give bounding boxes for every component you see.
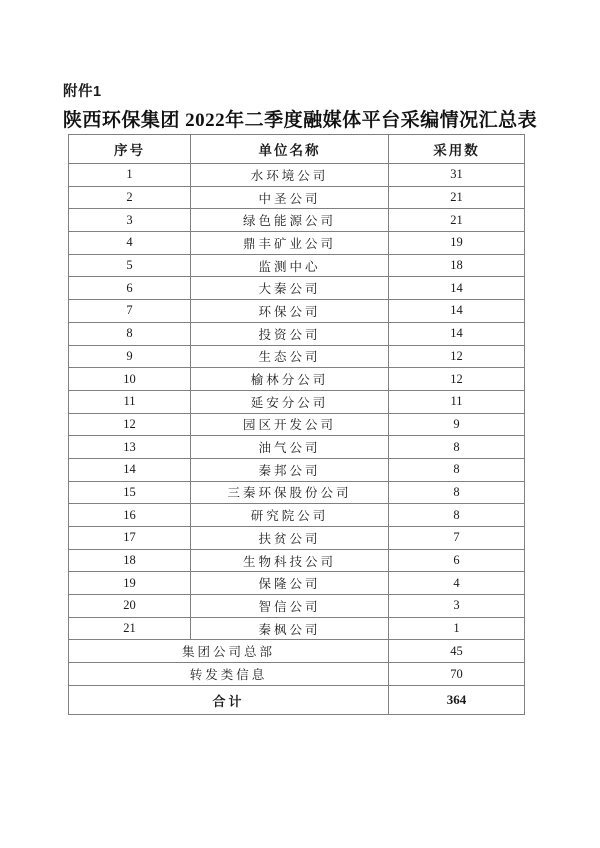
unit-name-cell: 环保公司 (191, 300, 389, 323)
table-row (69, 322, 525, 345)
row-number-cell: 14 (69, 458, 191, 481)
page-title: 陕西环保集团 2022年二季度融媒体平台采编情况汇总表 (62, 110, 538, 131)
unit-name-cell: 研究院公司 (191, 504, 389, 527)
summary-count-cell: 45 (389, 640, 525, 663)
count-cell: 18 (389, 254, 525, 277)
count-cell: 8 (389, 458, 525, 481)
unit-name-cell: 投资公司 (191, 322, 389, 345)
table-row (69, 436, 525, 459)
unit-name-cell: 生物科技公司 (191, 549, 389, 572)
row-number-cell: 10 (69, 368, 191, 391)
unit-name-cell: 油气公司 (191, 436, 389, 459)
row-number-cell: 16 (69, 504, 191, 527)
row-number-cell: 21 (69, 617, 191, 640)
row-number-cell: 1 (69, 164, 191, 187)
table-row (69, 481, 525, 504)
row-number-cell: 3 (69, 209, 191, 232)
table-row (69, 527, 525, 550)
header-unit-name: 单位名称 (191, 135, 389, 164)
row-number-cell: 5 (69, 254, 191, 277)
table-row (69, 186, 525, 209)
count-cell: 21 (389, 209, 525, 232)
count-cell: 8 (389, 436, 525, 459)
count-cell: 11 (389, 390, 525, 413)
total-label-cell: 合计 (69, 686, 389, 715)
summary-row (69, 640, 525, 663)
row-number-cell: 17 (69, 527, 191, 550)
count-cell: 8 (389, 504, 525, 527)
table-row (69, 232, 525, 255)
row-number-cell: 7 (69, 300, 191, 323)
count-cell: 3 (389, 595, 525, 618)
unit-name-cell: 保隆公司 (191, 572, 389, 595)
total-row (69, 686, 525, 715)
table-row (69, 617, 525, 640)
table-row (69, 164, 525, 187)
unit-name-cell: 中圣公司 (191, 186, 389, 209)
header-adopted-count: 采用数 (389, 135, 525, 164)
row-number-cell: 9 (69, 345, 191, 368)
table-row (69, 390, 525, 413)
unit-name-cell: 秦邦公司 (191, 458, 389, 481)
table-row (69, 368, 525, 391)
table-header-row (69, 135, 525, 164)
summary-label-cell: 集团公司总部 (69, 640, 389, 663)
unit-name-cell: 秦枫公司 (191, 617, 389, 640)
row-number-cell: 2 (69, 186, 191, 209)
row-number-cell: 4 (69, 232, 191, 255)
table-row (69, 549, 525, 572)
count-cell: 14 (389, 277, 525, 300)
total-count-cell: 364 (389, 686, 525, 715)
count-cell: 12 (389, 368, 525, 391)
row-number-cell: 20 (69, 595, 191, 618)
summary-count-cell: 70 (389, 663, 525, 686)
table-row (69, 572, 525, 595)
row-number-cell: 8 (69, 322, 191, 345)
row-number-cell: 18 (69, 549, 191, 572)
table-row (69, 300, 525, 323)
count-cell: 7 (389, 527, 525, 550)
count-cell: 19 (389, 232, 525, 255)
row-number-cell: 15 (69, 481, 191, 504)
unit-name-cell: 智信公司 (191, 595, 389, 618)
summary-row (69, 663, 525, 686)
table-row (69, 254, 525, 277)
table-row (69, 595, 525, 618)
unit-name-cell: 园区开发公司 (191, 413, 389, 436)
count-cell: 14 (389, 322, 525, 345)
summary-label-cell: 转发类信息 (69, 663, 389, 686)
table-row (69, 277, 525, 300)
unit-name-cell: 水环境公司 (191, 164, 389, 187)
unit-name-cell: 生态公司 (191, 345, 389, 368)
unit-name-cell: 监测中心 (191, 254, 389, 277)
unit-name-cell: 大秦公司 (191, 277, 389, 300)
count-cell: 6 (389, 549, 525, 572)
unit-name-cell: 鼎丰矿业公司 (191, 232, 389, 255)
unit-name-cell: 扶贫公司 (191, 527, 389, 550)
row-number-cell: 11 (69, 390, 191, 413)
count-cell: 14 (389, 300, 525, 323)
count-cell: 21 (389, 186, 525, 209)
row-number-cell: 6 (69, 277, 191, 300)
table-row (69, 504, 525, 527)
header-serial-number: 序号 (69, 135, 191, 164)
count-cell: 4 (389, 572, 525, 595)
count-cell: 12 (389, 345, 525, 368)
unit-name-cell: 三秦环保股份公司 (191, 481, 389, 504)
table-row (69, 209, 525, 232)
table-row (69, 458, 525, 481)
attachment-label: 附件1 (63, 84, 102, 100)
table-row (69, 345, 525, 368)
count-cell: 8 (389, 481, 525, 504)
row-number-cell: 19 (69, 572, 191, 595)
table-row (69, 413, 525, 436)
count-cell: 9 (389, 413, 525, 436)
count-cell: 1 (389, 617, 525, 640)
row-number-cell: 13 (69, 436, 191, 459)
unit-name-cell: 绿色能源公司 (191, 209, 389, 232)
summary-table (68, 134, 525, 715)
row-number-cell: 12 (69, 413, 191, 436)
unit-name-cell: 延安分公司 (191, 390, 389, 413)
count-cell: 31 (389, 164, 525, 187)
unit-name-cell: 榆林分公司 (191, 368, 389, 391)
